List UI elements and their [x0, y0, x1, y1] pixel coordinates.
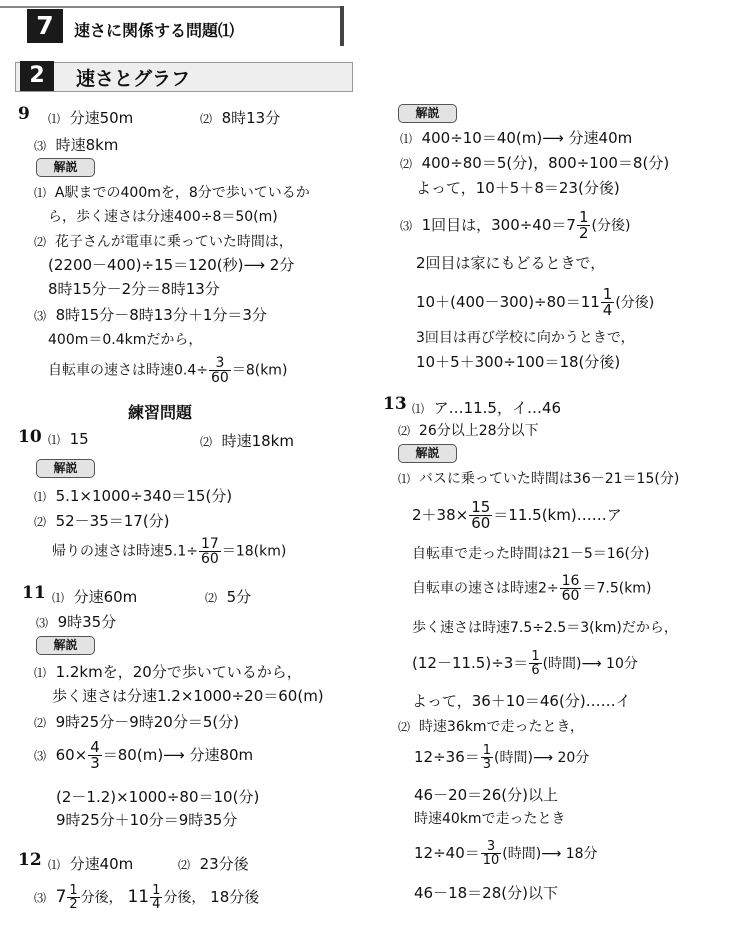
chapter-number: 7 — [27, 9, 63, 43]
explanation-line: ⑴ 1.2kmを，20分で歩いているから， — [34, 663, 302, 681]
header-divider — [340, 6, 344, 46]
answer-line: ⑴ 分速50m — [48, 109, 134, 127]
explanation-line: 時速40kmで走ったとき — [414, 811, 566, 827]
kaisetsu-badge: 解説 — [398, 444, 457, 463]
explanation-line: ⑵ 時速36kmで走ったとき， — [398, 719, 584, 735]
explanation-line: 歩く速さは分速1.2×1000÷20＝60(m) — [52, 687, 324, 705]
explanation-line: ⑵ 52－35＝17(分) — [34, 512, 170, 530]
explanation-line: ら，歩く速さは分速400÷8＝50(m) — [48, 209, 278, 225]
kaisetsu-badge: 解説 — [36, 459, 95, 478]
explanation-fraction-line: 12÷40＝ $\frac{3}{10}$ (時間)⟶ 18分 — [414, 839, 598, 868]
kaisetsu-badge: 解説 — [36, 636, 95, 655]
answer-line: ⑴ 15 — [48, 430, 89, 448]
explanation-fraction-line: 12÷36＝ $\frac{1}{3}$ (時間)⟶ 20分 — [414, 743, 590, 772]
answer-line: ⑵ 23分後 — [178, 855, 249, 873]
answer-fraction-line: ⑶ 7 $\frac{1}{2}$ 分後， 11 $\frac{1}{4}$ 分後， 18分後 — [34, 883, 260, 912]
explanation-fraction-line: 10＋(400－300)÷80＝11 $\frac{1}{4}$ (分後) — [416, 285, 655, 319]
answer-line: ⑴ ア…11.5，イ…46 — [412, 399, 562, 417]
answer-line: ⑵ 時速18km — [200, 432, 294, 450]
section-number: 2 — [20, 61, 54, 91]
explanation-line: 8時15分－2分＝8時13分 — [48, 280, 220, 298]
explanation-line: (2200－400)÷15＝120(秒)⟶ 2分 — [48, 256, 295, 274]
explanation-line: (2－1.2)×1000÷80＝10(分) — [56, 788, 260, 806]
section-title: 速さとグラフ — [76, 68, 191, 90]
explanation-line: ⑵ 400÷80＝5(分)，800÷100＝8(分) — [400, 154, 670, 172]
explanation-line: 自転車で走った時間は21－5＝16(分) — [412, 546, 650, 562]
kaisetsu-badge: 解説 — [398, 104, 457, 123]
explanation-line: 2回目は家にもどるときで， — [416, 254, 606, 272]
problem-12-number: 12 — [18, 850, 42, 870]
explanation-line: ⑵ 9時25分－9時20分＝5(分) — [34, 713, 240, 731]
explanation-line: ⑵ 花子さんが電車に乗っていた時間は， — [34, 234, 293, 250]
explanation-fraction-line: (12－11.5)÷3＝ $\frac{1}{6}$ (時間)⟶ 10分 — [412, 649, 638, 678]
explanation-line: ⑴ 400÷10＝40(m)⟶ 分速40m — [400, 129, 633, 147]
answer-line: ⑵ 8時13分 — [200, 109, 281, 127]
problem-10-number: 10 — [18, 427, 42, 447]
explanation-line: 46－20＝26(分)以上 — [414, 786, 558, 804]
answer-line: ⑴ 分速40m — [48, 855, 134, 873]
answer-line: ⑶ 9時35分 — [36, 613, 117, 631]
explanation-fraction-line: ⑶ 60× $\frac{4}{3}$ ＝80(m)⟶ 分速80m — [34, 738, 254, 772]
chapter-title: 速さに関係する問題⑴ — [74, 21, 235, 40]
problem-11-number: 11 — [22, 583, 46, 603]
explanation-line: よって，10＋5＋8＝23(分後) — [416, 179, 620, 197]
answer-line: ⑴ 分速60m — [52, 588, 138, 606]
explanation-line: ⑴ バスに乗っていた時間は36－21＝15(分) — [398, 471, 680, 487]
explanation-line: ⑴ A駅までの400mを，8分で歩いているか — [34, 185, 310, 201]
renshu-title: 練習問題 — [128, 403, 193, 422]
answer-line: ⑶ 時速8km — [34, 136, 119, 154]
explanation-line: 400m＝0.4kmだから， — [48, 332, 203, 348]
explanation-line: 10＋5＋300÷100＝18(分後) — [416, 353, 621, 371]
explanation-fraction-line: 2＋38× $\frac{15}{60}$ ＝11.5(km)……ア — [412, 498, 622, 532]
problem-9-number: 9 — [18, 104, 30, 124]
explanation-fraction-line: 自転車の速さは時速0.4÷ $\frac{3}{60}$ ＝8(km) — [48, 355, 288, 386]
answer-line: ⑵ 5分 — [205, 588, 252, 606]
answer-line: ⑵ 26分以上28分以下 — [398, 423, 539, 439]
explanation-line: ⑴ 5.1×1000÷340＝15(分) — [34, 487, 233, 505]
explanation-fraction-line: 自転車の速さは時速2÷ $\frac{16}{60}$ ＝7.5(km) — [412, 573, 652, 604]
explanation-line: 3回目は再び学校に向かうときで， — [416, 330, 635, 346]
explanation-line: 9時25分＋10分＝9時35分 — [56, 811, 238, 829]
explanation-line: 歩く速さは時速7.5÷2.5＝3(km)だから， — [412, 620, 678, 636]
problem-13-number: 13 — [383, 394, 407, 414]
explanation-line: よって，36＋10＝46(分)……イ — [412, 692, 631, 710]
explanation-line: ⑶ 8時15分－8時13分＋1分＝3分 — [34, 306, 267, 324]
kaisetsu-badge: 解説 — [36, 158, 95, 177]
explanation-fraction-line: 帰りの速さは時速5.1÷ $\frac{17}{60}$ ＝18(km) — [52, 536, 287, 567]
explanation-line: 46－18＝28(分)以下 — [414, 884, 558, 902]
explanation-fraction-line: ⑶ 1回目は，300÷40＝7 $\frac{1}{2}$ (分後) — [400, 208, 631, 242]
